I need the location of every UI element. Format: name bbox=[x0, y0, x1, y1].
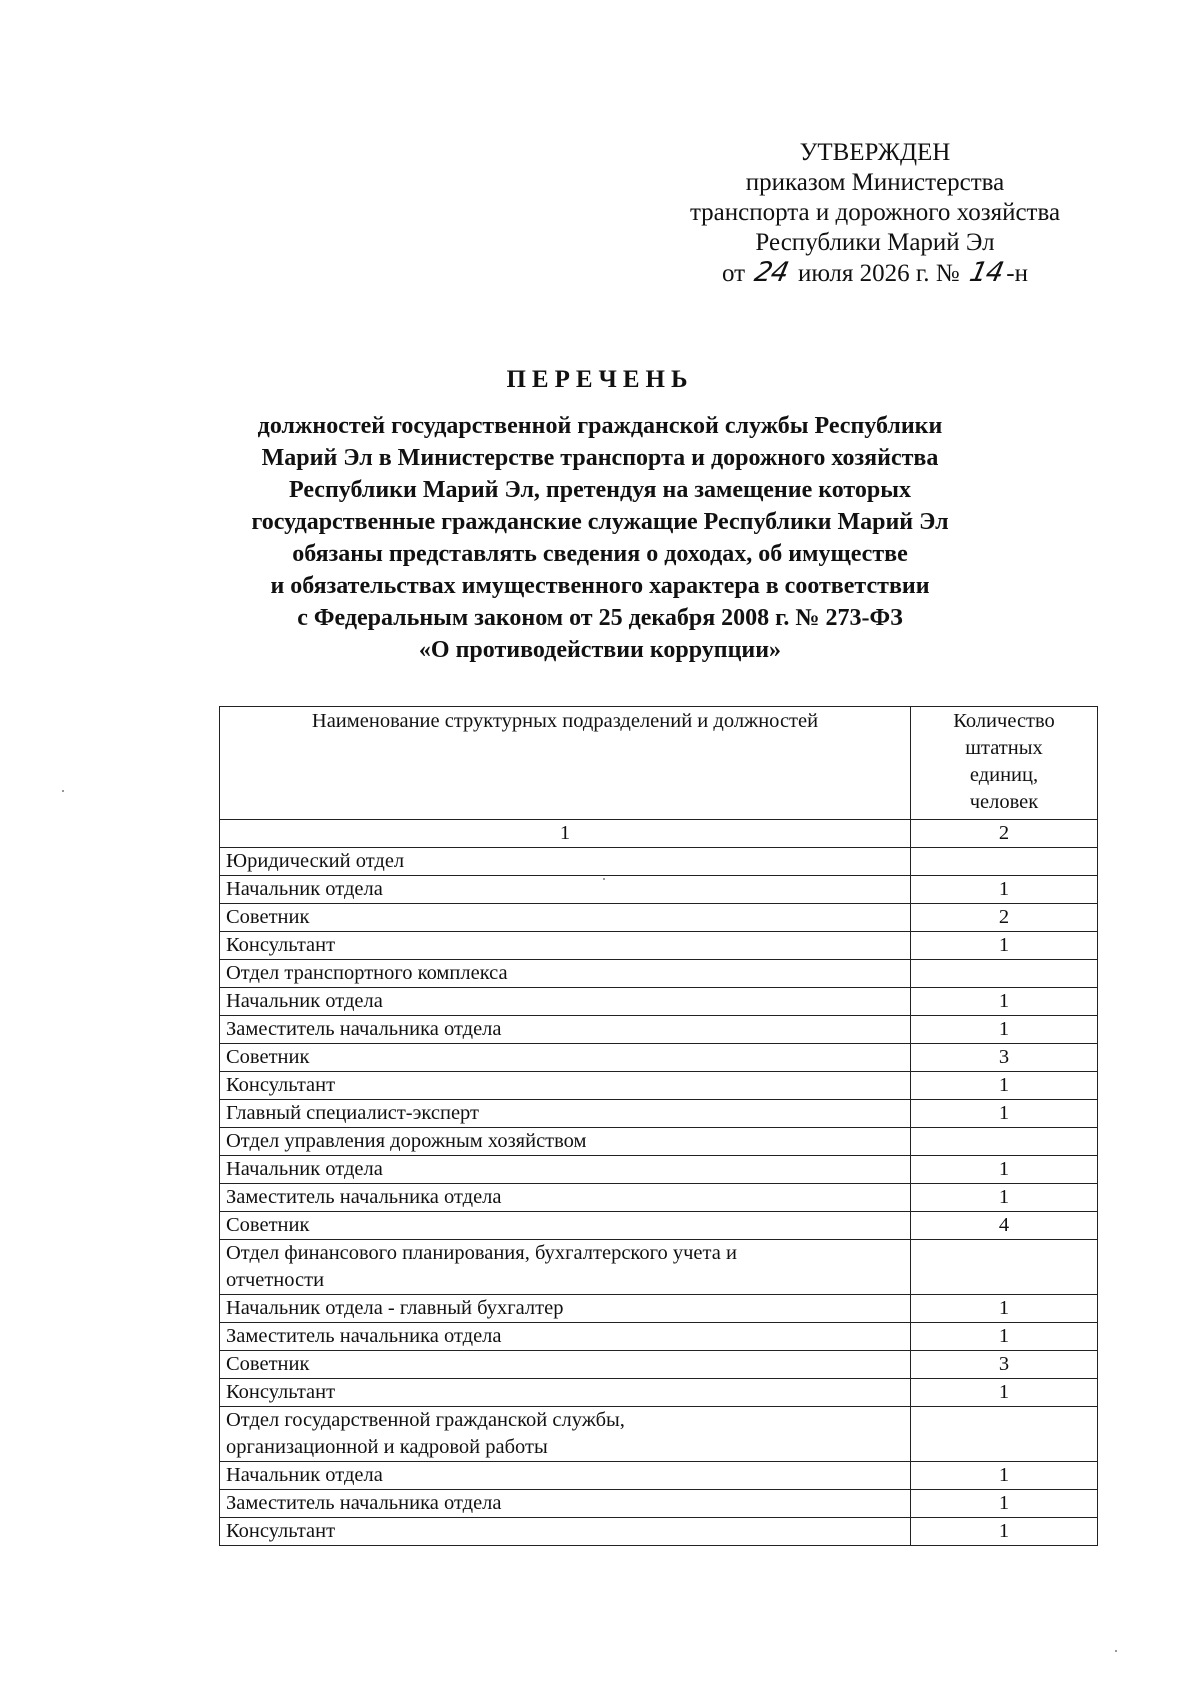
position-name: Консультант bbox=[220, 932, 911, 960]
document-subtitle bbox=[150, 410, 1050, 666]
position-count: 4 bbox=[911, 1212, 1098, 1240]
scan-speck bbox=[62, 790, 64, 792]
position-name: Начальник отдела bbox=[220, 876, 911, 904]
subtitle-line: обязаны представлять сведения о доходах, об имуществе bbox=[292, 541, 908, 567]
position-name: Заместитель начальника отдела bbox=[220, 1490, 911, 1518]
position-count bbox=[911, 848, 1098, 876]
table-row bbox=[220, 1323, 1098, 1351]
table-row bbox=[220, 1295, 1098, 1323]
approval-ministry-line: транспорта и дорожного хозяйства bbox=[689, 199, 1061, 226]
table-row bbox=[220, 1351, 1098, 1379]
positions-table bbox=[219, 706, 1098, 1546]
date-rest: июля 2026 г. № bbox=[797, 260, 960, 287]
position-count: 1 bbox=[911, 1323, 1098, 1351]
table-row bbox=[220, 1490, 1098, 1518]
section-row bbox=[220, 960, 1098, 988]
position-name: Консультант bbox=[220, 1072, 911, 1100]
subtitle-line: государственные гражданские служащие Республики Марий Эл bbox=[251, 509, 949, 535]
table-row bbox=[220, 1044, 1098, 1072]
column-index-2: 2 bbox=[911, 820, 1098, 848]
section-name: Юридический отдел bbox=[220, 848, 911, 876]
position-count: 1 bbox=[911, 1379, 1098, 1407]
table-row bbox=[220, 1212, 1098, 1240]
table-row bbox=[220, 932, 1098, 960]
section-name-line: Отдел государственной гражданской службы, bbox=[226, 1409, 625, 1431]
section-row bbox=[220, 1407, 1098, 1462]
position-name: Советник bbox=[220, 1351, 911, 1379]
table-header bbox=[220, 707, 1098, 848]
date-prefix: от bbox=[722, 260, 746, 287]
position-name: Начальник отдела - главный бухгалтер bbox=[220, 1295, 911, 1323]
position-name: Консультант bbox=[220, 1518, 911, 1546]
table-row bbox=[220, 1518, 1098, 1546]
position-name: Начальник отдела bbox=[220, 1462, 911, 1490]
position-name: Главный специалист-эксперт bbox=[220, 1100, 911, 1128]
table-row bbox=[220, 1462, 1098, 1490]
position-count: 1 bbox=[911, 1518, 1098, 1546]
position-count: 1 bbox=[911, 1490, 1098, 1518]
position-name: Заместитель начальника отдела bbox=[220, 1016, 911, 1044]
position-count: 3 bbox=[911, 1044, 1098, 1072]
handwritten-day: 24 bbox=[752, 257, 792, 288]
position-count: 1 bbox=[911, 1295, 1098, 1323]
section-row bbox=[220, 1128, 1098, 1156]
position-count: 1 bbox=[911, 1016, 1098, 1044]
header-count-line: человек bbox=[969, 791, 1039, 813]
document-title: ПЕРЕЧЕНЬ bbox=[506, 366, 694, 393]
header-count-column bbox=[911, 707, 1098, 820]
approval-stamp bbox=[640, 138, 1110, 289]
position-count: 3 bbox=[911, 1351, 1098, 1379]
table-row bbox=[220, 1072, 1098, 1100]
table-row bbox=[220, 1100, 1098, 1128]
position-count: 1 bbox=[911, 932, 1098, 960]
subtitle-line: и обязательствах имущественного характера в соответствии bbox=[270, 573, 930, 599]
position-count: 1 bbox=[911, 988, 1098, 1016]
column-index-1: 1 bbox=[220, 820, 911, 848]
table-body bbox=[220, 848, 1098, 1546]
position-name: Начальник отдела bbox=[220, 988, 911, 1016]
position-count: 1 bbox=[911, 1184, 1098, 1212]
position-count: 1 bbox=[911, 1462, 1098, 1490]
position-count: 2 bbox=[911, 904, 1098, 932]
section-name-line: Отдел финансового планирования, бухгалтерского учета и bbox=[226, 1242, 737, 1264]
header-count-line: Количество bbox=[953, 710, 1055, 732]
section-name: Отдел управления дорожным хозяйством bbox=[220, 1128, 911, 1156]
position-count: 1 bbox=[911, 1072, 1098, 1100]
table-row bbox=[220, 1156, 1098, 1184]
position-count: 1 bbox=[911, 876, 1098, 904]
position-count bbox=[911, 1128, 1098, 1156]
subtitle-line: «О противодействии коррупции» bbox=[418, 637, 782, 663]
approval-heading: УТВЕРЖДЕН bbox=[799, 139, 951, 166]
header-name-column: Наименование структурных подразделений и должностей bbox=[220, 707, 911, 820]
table-row bbox=[220, 1016, 1098, 1044]
table-row bbox=[220, 1184, 1098, 1212]
header-count-line: штатных bbox=[965, 737, 1043, 759]
approval-order-line: приказом Министерства bbox=[745, 169, 1005, 196]
header-count-line: единиц, bbox=[969, 764, 1039, 786]
subtitle-line: с Федеральным законом от 25 декабря 2008 г. № 273-ФЗ bbox=[297, 605, 903, 631]
position-name: Советник bbox=[220, 1212, 911, 1240]
table-row bbox=[220, 904, 1098, 932]
position-count: 1 bbox=[911, 1156, 1098, 1184]
table-row bbox=[220, 988, 1098, 1016]
section-row bbox=[220, 848, 1098, 876]
position-name: Консультант bbox=[220, 1379, 911, 1407]
section-row bbox=[220, 1240, 1098, 1295]
handwritten-order-number: 14 bbox=[966, 257, 1006, 288]
position-name: Советник bbox=[220, 1044, 911, 1072]
approval-republic-line: Республики Марий Эл bbox=[755, 229, 995, 256]
position-count bbox=[911, 1407, 1098, 1462]
subtitle-line: Республики Марий Эл, претендуя на замещение которых bbox=[289, 477, 911, 503]
approval-date-line bbox=[640, 258, 1110, 289]
section-name bbox=[220, 1407, 911, 1462]
subtitle-line: Марий Эл в Министерстве транспорта и дорожного хозяйства bbox=[261, 445, 939, 471]
section-name-line: отчетности bbox=[226, 1269, 325, 1291]
section-name-line: организационной и кадровой работы bbox=[226, 1436, 548, 1458]
scan-speck bbox=[1115, 1650, 1117, 1652]
position-count: 1 bbox=[911, 1100, 1098, 1128]
table-row bbox=[220, 876, 1098, 904]
position-count bbox=[911, 1240, 1098, 1295]
section-name bbox=[220, 1240, 911, 1295]
position-name: Начальник отдела bbox=[220, 1156, 911, 1184]
scan-speck bbox=[603, 878, 605, 880]
position-count bbox=[911, 960, 1098, 988]
order-suffix: -н bbox=[1006, 260, 1028, 287]
position-name: Заместитель начальника отдела bbox=[220, 1323, 911, 1351]
table-row bbox=[220, 1379, 1098, 1407]
subtitle-line: должностей государственной гражданской службы Республики bbox=[257, 413, 943, 439]
section-name: Отдел транспортного комплекса bbox=[220, 960, 911, 988]
position-name: Советник bbox=[220, 904, 911, 932]
position-name: Заместитель начальника отдела bbox=[220, 1184, 911, 1212]
